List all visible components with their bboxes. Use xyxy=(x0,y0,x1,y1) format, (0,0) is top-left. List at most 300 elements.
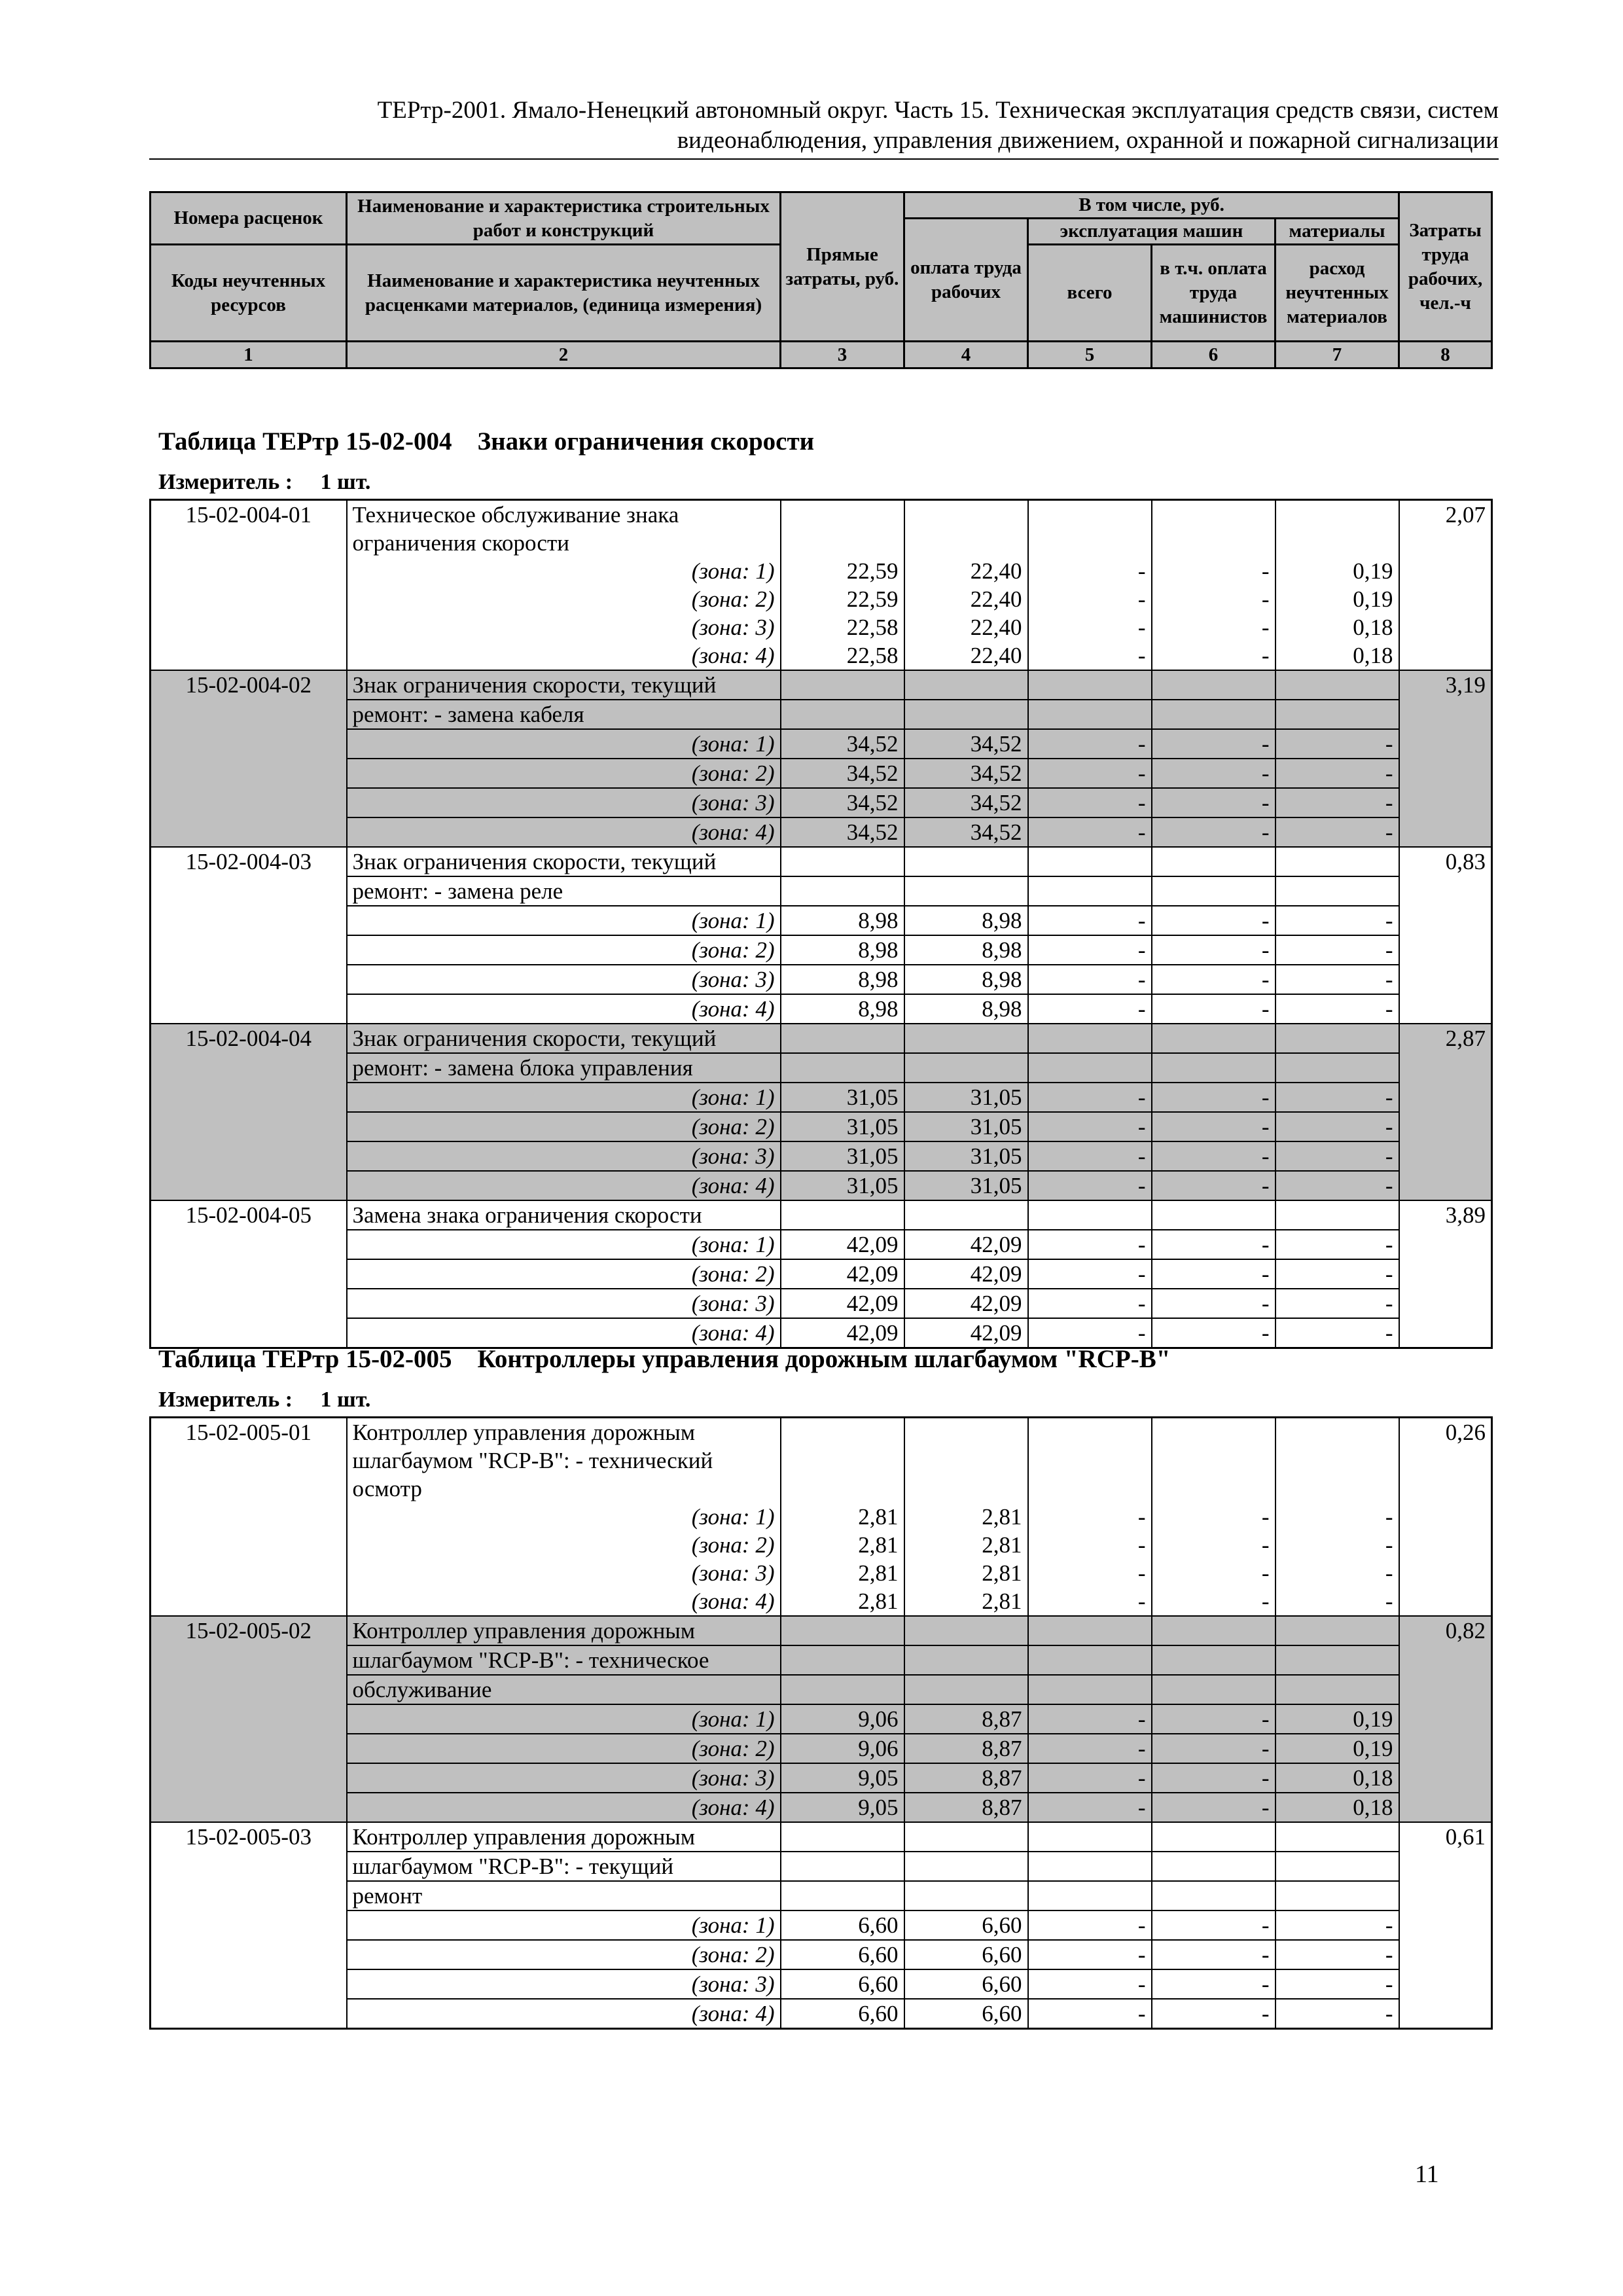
machine-total: - xyxy=(1028,1940,1152,1969)
rate-entry xyxy=(151,1822,1492,2029)
direct-costs: 2,81 xyxy=(781,1503,904,1531)
rate-code: 15-02-005-03 xyxy=(151,1822,347,2029)
zone-row xyxy=(151,1141,1492,1171)
machine-total: - xyxy=(1028,1587,1152,1616)
empty-cell xyxy=(1152,500,1275,529)
direct-costs: 9,05 xyxy=(781,1763,904,1793)
rate-entry xyxy=(151,670,1492,847)
empty-cell xyxy=(904,1616,1028,1645)
machine-total: - xyxy=(1028,788,1152,817)
empty-cell xyxy=(1275,1024,1399,1053)
zone-label: (зона: 3) xyxy=(347,1289,781,1318)
machine-total: - xyxy=(1028,1171,1152,1200)
labor-wages: 2,81 xyxy=(904,1503,1028,1531)
rate-code: 15-02-004-05 xyxy=(151,1200,347,1348)
machine-total: - xyxy=(1028,1559,1152,1587)
materials-consumption: - xyxy=(1275,906,1399,935)
machine-total: - xyxy=(1028,1112,1152,1141)
rate-name-line: ремонт: - замена кабеля xyxy=(347,700,781,729)
table-title: Таблица ТЕРтр 15-02-005 Контроллеры управления дорожным шлагбаумом "RCP-B" xyxy=(158,1345,1171,1373)
rate-name-row xyxy=(151,500,1492,529)
zone-row xyxy=(151,1171,1492,1200)
empty-cell xyxy=(904,876,1028,906)
machinist-wages: - xyxy=(1152,1940,1275,1969)
machinist-wages: - xyxy=(1152,1704,1275,1734)
direct-costs: 2,81 xyxy=(781,1587,904,1616)
zone-row xyxy=(151,1910,1492,1940)
empty-cell xyxy=(904,670,1028,700)
machine-total: - xyxy=(1028,641,1152,670)
empty-cell xyxy=(1028,1822,1152,1852)
labor-wages: 42,09 xyxy=(904,1318,1028,1348)
empty-cell xyxy=(1028,876,1152,906)
zone-row xyxy=(151,1793,1492,1822)
labor-wages: 31,05 xyxy=(904,1083,1028,1112)
materials-consumption: - xyxy=(1275,1940,1399,1969)
materials-consumption: - xyxy=(1275,729,1399,759)
rate-code: 15-02-004-01 xyxy=(151,500,347,671)
empty-cell xyxy=(904,700,1028,729)
column-number: 4 xyxy=(904,342,1028,368)
zone-label: (зона: 1) xyxy=(347,729,781,759)
machinist-wages: - xyxy=(1152,1171,1275,1200)
zone-label: (зона: 3) xyxy=(347,1141,781,1171)
machine-total: - xyxy=(1028,1910,1152,1940)
rate-name-row xyxy=(151,847,1492,876)
empty-cell xyxy=(1028,1475,1152,1503)
zone-label: (зона: 1) xyxy=(347,1230,781,1259)
column-header-table xyxy=(149,191,1493,369)
zone-label: (зона: 3) xyxy=(347,1559,781,1587)
empty-cell xyxy=(1028,1446,1152,1475)
header-labor-wages: оплата труда рабочих xyxy=(904,219,1028,342)
zone-label: (зона: 4) xyxy=(347,1318,781,1348)
direct-costs: 34,52 xyxy=(781,759,904,788)
labor-costs: 0,83 xyxy=(1399,847,1492,1024)
empty-cell xyxy=(1028,670,1152,700)
zone-row xyxy=(151,729,1492,759)
rate-entry xyxy=(151,1024,1492,1200)
zone-label: (зона: 2) xyxy=(347,1734,781,1763)
direct-costs: 34,52 xyxy=(781,817,904,847)
rate-name-line: ограничения скорости xyxy=(347,529,781,557)
empty-cell xyxy=(781,1822,904,1852)
machinist-wages: - xyxy=(1152,1559,1275,1587)
empty-cell xyxy=(781,1475,904,1503)
labor-wages: 22,40 xyxy=(904,585,1028,613)
rate-entry xyxy=(151,500,1492,671)
materials-consumption: - xyxy=(1275,1230,1399,1259)
labor-wages: 22,40 xyxy=(904,613,1028,641)
empty-cell xyxy=(781,529,904,557)
empty-cell xyxy=(1275,1852,1399,1881)
labor-wages: 34,52 xyxy=(904,817,1028,847)
machinist-wages: - xyxy=(1152,965,1275,994)
zone-label: (зона: 1) xyxy=(347,557,781,585)
empty-cell xyxy=(1152,1852,1275,1881)
labor-wages: 6,60 xyxy=(904,1999,1028,2029)
machine-total: - xyxy=(1028,1763,1152,1793)
materials-consumption: - xyxy=(1275,1171,1399,1200)
zone-row xyxy=(151,817,1492,847)
empty-cell xyxy=(1275,1881,1399,1910)
rate-name-line: ремонт: - замена реле xyxy=(347,876,781,906)
header-machinist-wages: в т.ч. оплата труда машинистов xyxy=(1152,245,1275,342)
empty-cell xyxy=(781,700,904,729)
rate-code: 15-02-005-01 xyxy=(151,1418,347,1617)
zone-label: (зона: 1) xyxy=(347,1503,781,1531)
direct-costs: 31,05 xyxy=(781,1141,904,1171)
machine-total: - xyxy=(1028,1999,1152,2029)
zone-label: (зона: 2) xyxy=(347,1259,781,1289)
machine-total: - xyxy=(1028,1793,1152,1822)
column-number-row xyxy=(151,342,1492,368)
machine-total: - xyxy=(1028,935,1152,965)
rates-table xyxy=(149,499,1493,1349)
zone-label: (зона: 1) xyxy=(347,1704,781,1734)
machinist-wages: - xyxy=(1152,759,1275,788)
zone-label: (зона: 4) xyxy=(347,1793,781,1822)
empty-cell xyxy=(781,1053,904,1083)
empty-cell xyxy=(1275,1418,1399,1447)
machine-total: - xyxy=(1028,965,1152,994)
empty-cell xyxy=(904,1881,1028,1910)
labor-costs: 3,89 xyxy=(1399,1200,1492,1348)
materials-consumption: 0,18 xyxy=(1275,1763,1399,1793)
header-direct-costs: Прямые затраты, руб. xyxy=(781,192,904,342)
empty-cell xyxy=(1028,1645,1152,1675)
empty-cell xyxy=(781,1446,904,1475)
empty-cell xyxy=(1275,500,1399,529)
rate-name-line: Техническое обслуживание знака xyxy=(347,500,781,529)
empty-cell xyxy=(904,500,1028,529)
header-materials: материалы xyxy=(1275,219,1399,245)
empty-cell xyxy=(781,670,904,700)
labor-wages: 2,81 xyxy=(904,1531,1028,1559)
direct-costs: 8,98 xyxy=(781,906,904,935)
direct-costs: 22,58 xyxy=(781,641,904,670)
machinist-wages: - xyxy=(1152,935,1275,965)
rate-name-row xyxy=(151,876,1492,906)
labor-wages: 34,52 xyxy=(904,759,1028,788)
machinist-wages: - xyxy=(1152,585,1275,613)
empty-cell xyxy=(1028,1852,1152,1881)
rate-name-row xyxy=(151,1616,1492,1645)
labor-wages: 8,98 xyxy=(904,935,1028,965)
direct-costs: 6,60 xyxy=(781,1910,904,1940)
zone-label: (зона: 4) xyxy=(347,1587,781,1616)
rate-code: 15-02-004-03 xyxy=(151,847,347,1024)
machine-total: - xyxy=(1028,994,1152,1024)
labor-wages: 34,52 xyxy=(904,729,1028,759)
header-unaccounted-materials: расход неучтенных материалов xyxy=(1275,245,1399,342)
labor-wages: 31,05 xyxy=(904,1171,1028,1200)
direct-costs: 9,06 xyxy=(781,1704,904,1734)
zone-label: (зона: 3) xyxy=(347,613,781,641)
empty-cell xyxy=(781,1675,904,1704)
zone-row xyxy=(151,1940,1492,1969)
rate-name-row xyxy=(151,1852,1492,1881)
empty-cell xyxy=(1152,1881,1275,1910)
rate-name-row xyxy=(151,1881,1492,1910)
empty-cell xyxy=(781,1852,904,1881)
empty-cell xyxy=(904,1822,1028,1852)
direct-costs: 31,05 xyxy=(781,1171,904,1200)
machinist-wages: - xyxy=(1152,641,1275,670)
empty-cell xyxy=(1152,1200,1275,1230)
rate-name-line: Замена знака ограничения скорости xyxy=(347,1200,781,1230)
empty-cell xyxy=(1028,700,1152,729)
machine-total: - xyxy=(1028,759,1152,788)
empty-cell xyxy=(1028,1418,1152,1447)
empty-cell xyxy=(1275,1616,1399,1645)
machine-total: - xyxy=(1028,1083,1152,1112)
materials-consumption: 0,18 xyxy=(1275,1793,1399,1822)
direct-costs: 22,59 xyxy=(781,585,904,613)
rate-name-row xyxy=(151,1418,1492,1447)
empty-cell xyxy=(1028,1024,1152,1053)
materials-consumption: 0,19 xyxy=(1275,1734,1399,1763)
labor-wages: 8,87 xyxy=(904,1793,1028,1822)
machine-total: - xyxy=(1028,1734,1152,1763)
machinist-wages: - xyxy=(1152,906,1275,935)
empty-cell xyxy=(904,1024,1028,1053)
machinist-wages: - xyxy=(1152,1503,1275,1531)
materials-consumption: - xyxy=(1275,1289,1399,1318)
empty-cell xyxy=(781,500,904,529)
materials-consumption: - xyxy=(1275,1318,1399,1348)
rate-name-line: Контроллер управления дорожным xyxy=(347,1616,781,1645)
materials-consumption: - xyxy=(1275,817,1399,847)
header-rate-numbers: Номера расценок xyxy=(151,192,347,245)
empty-cell xyxy=(1152,876,1275,906)
machinist-wages: - xyxy=(1152,1318,1275,1348)
empty-cell xyxy=(904,529,1028,557)
zone-label: (зона: 4) xyxy=(347,1999,781,2029)
empty-cell xyxy=(1275,847,1399,876)
machine-total: - xyxy=(1028,613,1152,641)
table-measure: Измеритель : 1 шт. xyxy=(158,470,371,494)
rate-code: 15-02-004-04 xyxy=(151,1024,347,1200)
labor-wages: 31,05 xyxy=(904,1112,1028,1141)
rate-name-row xyxy=(151,1822,1492,1852)
direct-costs: 34,52 xyxy=(781,788,904,817)
zone-label: (зона: 4) xyxy=(347,1171,781,1200)
empty-cell xyxy=(904,1200,1028,1230)
empty-cell xyxy=(1275,529,1399,557)
rate-name-row xyxy=(151,1645,1492,1675)
materials-consumption: 0,19 xyxy=(1275,557,1399,585)
labor-wages: 6,60 xyxy=(904,1969,1028,1999)
direct-costs: 22,58 xyxy=(781,613,904,641)
empty-cell xyxy=(781,847,904,876)
labor-costs: 0,61 xyxy=(1399,1822,1492,2029)
empty-cell xyxy=(1028,1200,1152,1230)
machinist-wages: - xyxy=(1152,1763,1275,1793)
empty-cell xyxy=(1275,876,1399,906)
zone-row xyxy=(151,1318,1492,1348)
rate-name-line: Знак ограничения скорости, текущий xyxy=(347,847,781,876)
zone-label: (зона: 3) xyxy=(347,1969,781,1999)
machinist-wages: - xyxy=(1152,1141,1275,1171)
header-line-2: видеонаблюдения, управления движением, охранной и пожарной сигнализации xyxy=(677,127,1499,154)
machine-total: - xyxy=(1028,1259,1152,1289)
direct-costs: 42,09 xyxy=(781,1318,904,1348)
empty-cell xyxy=(781,1616,904,1645)
zone-row xyxy=(151,759,1492,788)
rate-name-row xyxy=(151,1024,1492,1053)
direct-costs: 2,81 xyxy=(781,1531,904,1559)
labor-wages: 42,09 xyxy=(904,1289,1028,1318)
header-line-1: ТЕРтр-2001. Ямало-Ненецкий автономный округ. Часть 15. Техническая эксплуатация средств связи, систем xyxy=(377,97,1499,124)
empty-cell xyxy=(1152,847,1275,876)
direct-costs: 6,60 xyxy=(781,1969,904,1999)
zone-row xyxy=(151,1704,1492,1734)
empty-cell xyxy=(1275,1675,1399,1704)
column-number: 8 xyxy=(1399,342,1492,368)
zone-row xyxy=(151,906,1492,935)
column-number: 3 xyxy=(781,342,904,368)
direct-costs: 31,05 xyxy=(781,1083,904,1112)
rate-name-row xyxy=(151,1200,1492,1230)
machine-total: - xyxy=(1028,1230,1152,1259)
direct-costs: 42,09 xyxy=(781,1259,904,1289)
zone-row xyxy=(151,1503,1492,1531)
zone-row xyxy=(151,557,1492,585)
labor-costs: 2,07 xyxy=(1399,500,1492,671)
zone-row xyxy=(151,1112,1492,1141)
materials-consumption: - xyxy=(1275,1083,1399,1112)
empty-cell xyxy=(781,876,904,906)
materials-consumption: - xyxy=(1275,1531,1399,1559)
header-machine-operation: эксплуатация машин xyxy=(1028,219,1275,245)
header-material-name: Наименование и характеристика неучтенных расценками материалов, (единица измерения) xyxy=(347,245,781,342)
labor-wages: 2,81 xyxy=(904,1587,1028,1616)
labor-wages: 22,40 xyxy=(904,557,1028,585)
materials-consumption: - xyxy=(1275,1503,1399,1531)
zone-label: (зона: 1) xyxy=(347,1910,781,1940)
zone-row xyxy=(151,1587,1492,1616)
labor-wages: 8,87 xyxy=(904,1704,1028,1734)
empty-cell xyxy=(904,1645,1028,1675)
rate-name-line: шлагбаумом "RCP-B": - текущий xyxy=(347,1852,781,1881)
zone-label: (зона: 2) xyxy=(347,935,781,965)
page-number: 11 xyxy=(1415,2161,1439,2188)
labor-costs: 2,87 xyxy=(1399,1024,1492,1200)
zone-row xyxy=(151,613,1492,641)
zone-row xyxy=(151,1083,1492,1112)
labor-costs: 3,19 xyxy=(1399,670,1492,847)
empty-cell xyxy=(1028,847,1152,876)
machine-total: - xyxy=(1028,1704,1152,1734)
zone-row xyxy=(151,641,1492,670)
materials-consumption: - xyxy=(1275,994,1399,1024)
page-header xyxy=(149,96,1499,160)
empty-cell xyxy=(904,1418,1028,1447)
zone-label: (зона: 3) xyxy=(347,1763,781,1793)
empty-cell xyxy=(1275,1053,1399,1083)
empty-cell xyxy=(1275,700,1399,729)
zone-label: (зона: 4) xyxy=(347,641,781,670)
materials-consumption: - xyxy=(1275,1112,1399,1141)
empty-cell xyxy=(1152,1475,1275,1503)
empty-cell xyxy=(1275,1822,1399,1852)
table-title: Таблица ТЕРтр 15-02-004 Знаки ограничения скорости xyxy=(158,427,815,456)
rate-name-line: Контроллер управления дорожным xyxy=(347,1822,781,1852)
machinist-wages: - xyxy=(1152,994,1275,1024)
machinist-wages: - xyxy=(1152,729,1275,759)
empty-cell xyxy=(781,1200,904,1230)
empty-cell xyxy=(1152,1053,1275,1083)
rate-name-row xyxy=(151,1475,1492,1503)
labor-wages: 8,98 xyxy=(904,965,1028,994)
machine-total: - xyxy=(1028,1503,1152,1531)
direct-costs: 8,98 xyxy=(781,965,904,994)
machine-total: - xyxy=(1028,557,1152,585)
column-number: 1 xyxy=(151,342,347,368)
rate-name-row xyxy=(151,1053,1492,1083)
empty-cell xyxy=(1152,700,1275,729)
direct-costs: 8,98 xyxy=(781,935,904,965)
empty-cell xyxy=(1152,1675,1275,1704)
direct-costs: 8,98 xyxy=(781,994,904,1024)
materials-consumption: - xyxy=(1275,935,1399,965)
materials-consumption: - xyxy=(1275,965,1399,994)
zone-label: (зона: 2) xyxy=(347,1531,781,1559)
machine-total: - xyxy=(1028,1318,1152,1348)
zone-label: (зона: 3) xyxy=(347,965,781,994)
rate-name-row xyxy=(151,670,1492,700)
machinist-wages: - xyxy=(1152,1999,1275,2029)
materials-consumption: 0,19 xyxy=(1275,585,1399,613)
empty-cell xyxy=(1152,1024,1275,1053)
machinist-wages: - xyxy=(1152,1259,1275,1289)
rate-name-line: Контроллер управления дорожным xyxy=(347,1418,781,1447)
empty-cell xyxy=(904,1446,1028,1475)
machinist-wages: - xyxy=(1152,817,1275,847)
zone-row xyxy=(151,1559,1492,1587)
empty-cell xyxy=(781,1645,904,1675)
machine-total: - xyxy=(1028,1141,1152,1171)
direct-costs: 42,09 xyxy=(781,1230,904,1259)
empty-cell xyxy=(904,847,1028,876)
rate-name-row xyxy=(151,1446,1492,1475)
column-number: 2 xyxy=(347,342,781,368)
empty-cell xyxy=(1152,670,1275,700)
zone-label: (зона: 1) xyxy=(347,1083,781,1112)
rate-name-row xyxy=(151,529,1492,557)
rate-name-line: Знак ограничения скорости, текущий xyxy=(347,1024,781,1053)
direct-costs: 42,09 xyxy=(781,1289,904,1318)
empty-cell xyxy=(1028,1616,1152,1645)
materials-consumption: - xyxy=(1275,1259,1399,1289)
machine-total: - xyxy=(1028,1531,1152,1559)
machinist-wages: - xyxy=(1152,1083,1275,1112)
empty-cell xyxy=(781,1881,904,1910)
rate-name-line: шлагбаумом "RCP-B": - техническое xyxy=(347,1645,781,1675)
zone-label: (зона: 4) xyxy=(347,817,781,847)
machinist-wages: - xyxy=(1152,1969,1275,1999)
zone-row xyxy=(151,994,1492,1024)
direct-costs: 6,60 xyxy=(781,1940,904,1969)
rate-name-row xyxy=(151,700,1492,729)
labor-wages: 8,98 xyxy=(904,994,1028,1024)
empty-cell xyxy=(781,1024,904,1053)
materials-consumption: 0,18 xyxy=(1275,641,1399,670)
zone-label: (зона: 2) xyxy=(347,1940,781,1969)
machinist-wages: - xyxy=(1152,1230,1275,1259)
zone-label: (зона: 2) xyxy=(347,759,781,788)
